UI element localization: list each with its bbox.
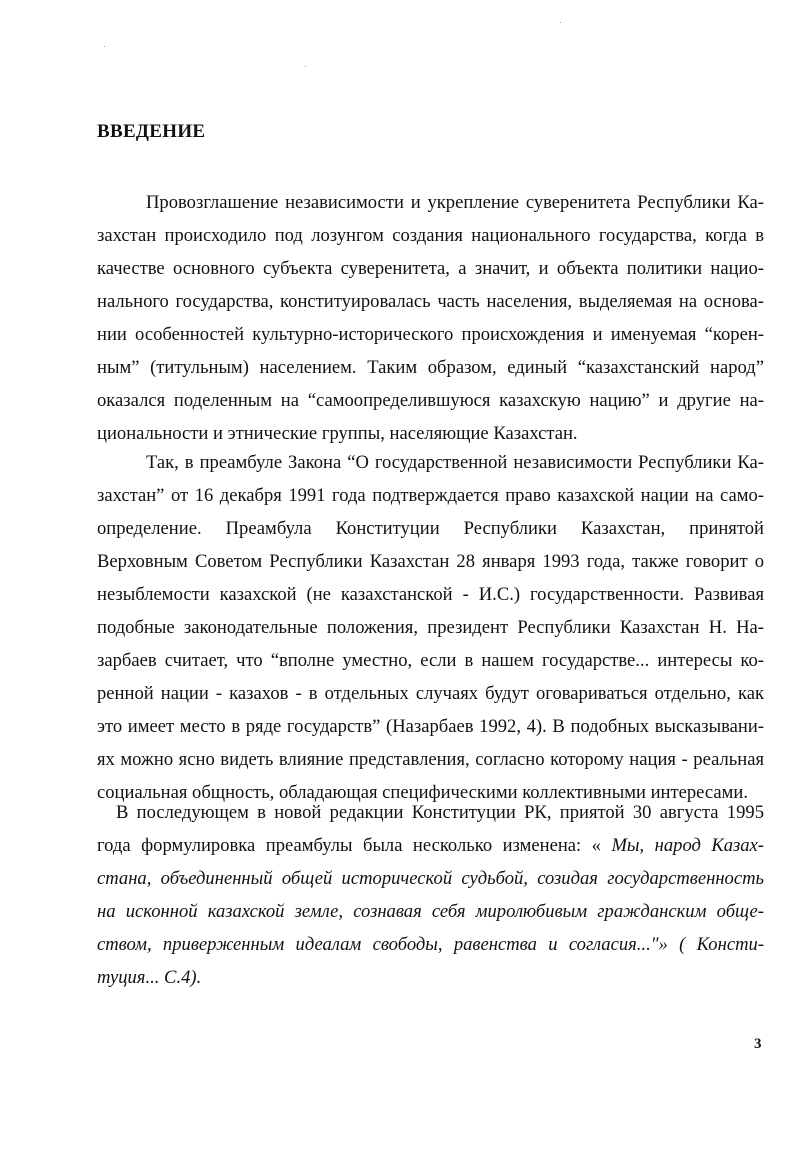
text-line: социальная общность, обладающая специфическими коллективными интересами. <box>97 782 748 803</box>
text-line: Верховным Советом Республики Казахстан 28 января 1993 года, также говорит о <box>97 551 764 572</box>
text-line: нии особенностей культурно-исторического происхождения и именуемая “корен- <box>97 324 764 345</box>
text-line: зарбаев считает, что “вполне уместно, если в нашем государстве... интересы ко- <box>97 650 764 671</box>
text-line: ренной нации - казахов - в отдельных случаях будут оговариваться отдельно, как <box>97 683 764 704</box>
text-line: качестве основного субъекта суверенитета, а значит, и объекта политики нацио- <box>97 258 764 279</box>
paragraph-3 <box>97 796 764 994</box>
text-line: это имеет место в ряде государств” (Назарбаев 1992, 4). В подобных высказывани- <box>97 716 764 737</box>
scan-speck <box>104 46 105 47</box>
text-line: нального государства, конституировалась часть населения, выделяемая на основа- <box>97 291 764 312</box>
section-heading: ВВЕДЕНИЕ <box>97 121 206 142</box>
text-line: В последующем в новой редакции Конституции РК, приятой 30 августа 1995 <box>116 802 764 823</box>
text-line: захстан” от 16 декабря 1991 года подтверждается право казахской нации на само- <box>97 485 764 506</box>
scan-speck <box>560 22 561 23</box>
quote-line: туция... С.4). <box>97 967 202 988</box>
paragraph-2 <box>97 446 764 809</box>
text-line: Провозглашение независимости и укрепление суверенитета Республики Ка- <box>146 192 764 213</box>
quote-line: ством, приверженным идеалам свободы, равенства и согласия..."» ( Консти- <box>97 934 764 955</box>
text-line <box>97 829 764 862</box>
text-line: определение. Преамбула Конституции Республики Казахстан, принятой <box>97 518 764 539</box>
text-line: подобные законодательные положения, президент Республики Казахстан Н. На- <box>97 617 764 638</box>
text-line: незыблемости казахской (не казахстанской - И.С.) государственности. Развивая <box>97 584 764 605</box>
quote-line: стана, объединенный общей исторической судьбой, созидая государственность <box>97 868 764 889</box>
quote-text: Мы, народ Казах- <box>611 835 765 856</box>
text-line: захстан происходило под лозунгом создания национального государства, когда в <box>97 225 764 246</box>
text-line: ях можно ясно видеть влияние представления, согласно которому нация - реальная <box>97 749 764 770</box>
quote-line: на исконной казахской земле, сознавая себя миролюбивым гражданским обще- <box>97 901 764 922</box>
text-line: оказался поделенным на “самоопределившуюся казахскую нацию” и другие на- <box>97 390 764 411</box>
text-line: Так, в преамбуле Закона “О государственной независимости Республики Ка- <box>146 452 764 473</box>
text-run: года формулировка преамбулы была несколько изменена: « <box>97 835 612 856</box>
text-line: ным” (титульным) населением. Таким образом, единый “казахстанский народ” <box>97 357 764 378</box>
scan-speck <box>305 66 306 67</box>
page-number: 3 <box>754 1036 762 1052</box>
paragraph-1 <box>97 186 764 450</box>
text-line: циональности и этнические группы, населяющие Казахстан. <box>97 423 578 444</box>
